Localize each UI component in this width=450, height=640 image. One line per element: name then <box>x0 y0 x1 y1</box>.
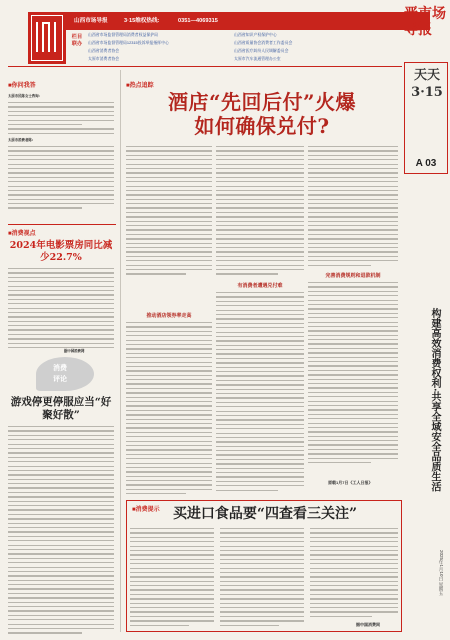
org-item: 山西省市场监督管理局消费者权益保护局 <box>88 32 159 37</box>
main-col2-text <box>216 146 304 276</box>
edition-slogan: 天天3·15 <box>411 68 443 100</box>
org-item: 山西省医疗纠纷人民调解委员会 <box>234 48 289 53</box>
comment-bubble <box>36 357 94 391</box>
main-col1-text <box>126 146 212 276</box>
bubble-line2: 评论 <box>53 376 67 383</box>
edition-box <box>404 62 448 174</box>
qa-answer-text <box>8 146 114 216</box>
org-item: 山西省消费者协会 <box>88 48 120 53</box>
bottom-credit: 据中国消费网 <box>356 622 380 627</box>
masthead-title: 晋市场导报 <box>404 6 446 38</box>
bottom-headline: 买进口食品要“四查看三关注” <box>172 506 358 522</box>
qa-answer-lead: 太原市消费者陈: <box>8 138 33 142</box>
subhead-payout: 有消费者遭遇兑付难 <box>237 283 283 289</box>
main-headline-line2: 如何确保兑付? <box>194 114 330 138</box>
credit-box-office: 据中国消费网 <box>64 349 85 353</box>
main-col3-text2 <box>308 282 398 474</box>
issue-date: 2025年1月10日 星期五 <box>439 550 444 596</box>
org-item: 太原市消费者协会 <box>88 56 120 61</box>
section-hot-topic: ■ 热点追踪 <box>126 80 154 89</box>
subhead-refund: 完善消费规则和退款机制 <box>325 273 381 279</box>
header-bar <box>66 12 430 30</box>
section-consumer-view: ■ 消费视点 <box>8 228 36 237</box>
game-shutdown-text <box>8 426 114 634</box>
bottom-col3-text <box>310 528 398 620</box>
main-headline <box>130 90 394 138</box>
section-tips: ■ 消费提示 <box>132 504 160 513</box>
page-number <box>405 158 447 169</box>
bottom-col2-text <box>220 528 304 628</box>
hotline-number: 0351—4069315 <box>178 18 218 24</box>
hotline-label: 3·15维权热线: <box>124 18 160 24</box>
vertical-slogan <box>404 188 448 508</box>
bubble-line1: 消费 <box>53 365 67 372</box>
page-num: 03 <box>425 158 437 169</box>
subhead-promo: 推动酒店领券率走高 <box>146 313 192 319</box>
paper-name: 山西市场导报 <box>74 18 108 24</box>
headline-game-shutdown: 游戏停更停服应当“好聚好散” <box>10 396 112 421</box>
main-col1-text2 <box>126 322 212 494</box>
qa-lead: 太原市民陈女士咨询: <box>8 94 40 98</box>
org-item: 太原市汽车流通管理办公室 <box>234 56 281 61</box>
bottom-col1-text <box>130 528 214 628</box>
org-item: 山西省知识产权保护中心 <box>234 32 277 37</box>
vertical-slogan-text: 构建高效消费权利·共享全域安全品质生活 <box>429 308 440 492</box>
main-col2-text2 <box>216 292 304 494</box>
main-headline-line1: 酒店“先回后付”火爆 <box>167 90 356 114</box>
org-item: 山西省质量协会消费者工作委员会 <box>234 40 293 45</box>
section-letter: A <box>415 158 423 169</box>
headline-box-office: 2024年电影票房同比减少22.7% <box>9 240 113 263</box>
column-label: 栏目联办 <box>71 34 83 47</box>
logo <box>28 12 66 64</box>
main-col3-text <box>308 146 398 270</box>
qa-question-text <box>8 102 114 138</box>
org-item: 山西省市场监督管理局12315投诉举报指挥中心 <box>88 40 169 45</box>
main-source: 原载1月7日《工人日报》 <box>328 480 373 485</box>
box-office-text <box>8 268 114 348</box>
section-qa: ■ 你问我答 <box>8 80 36 89</box>
masthead <box>404 6 448 58</box>
